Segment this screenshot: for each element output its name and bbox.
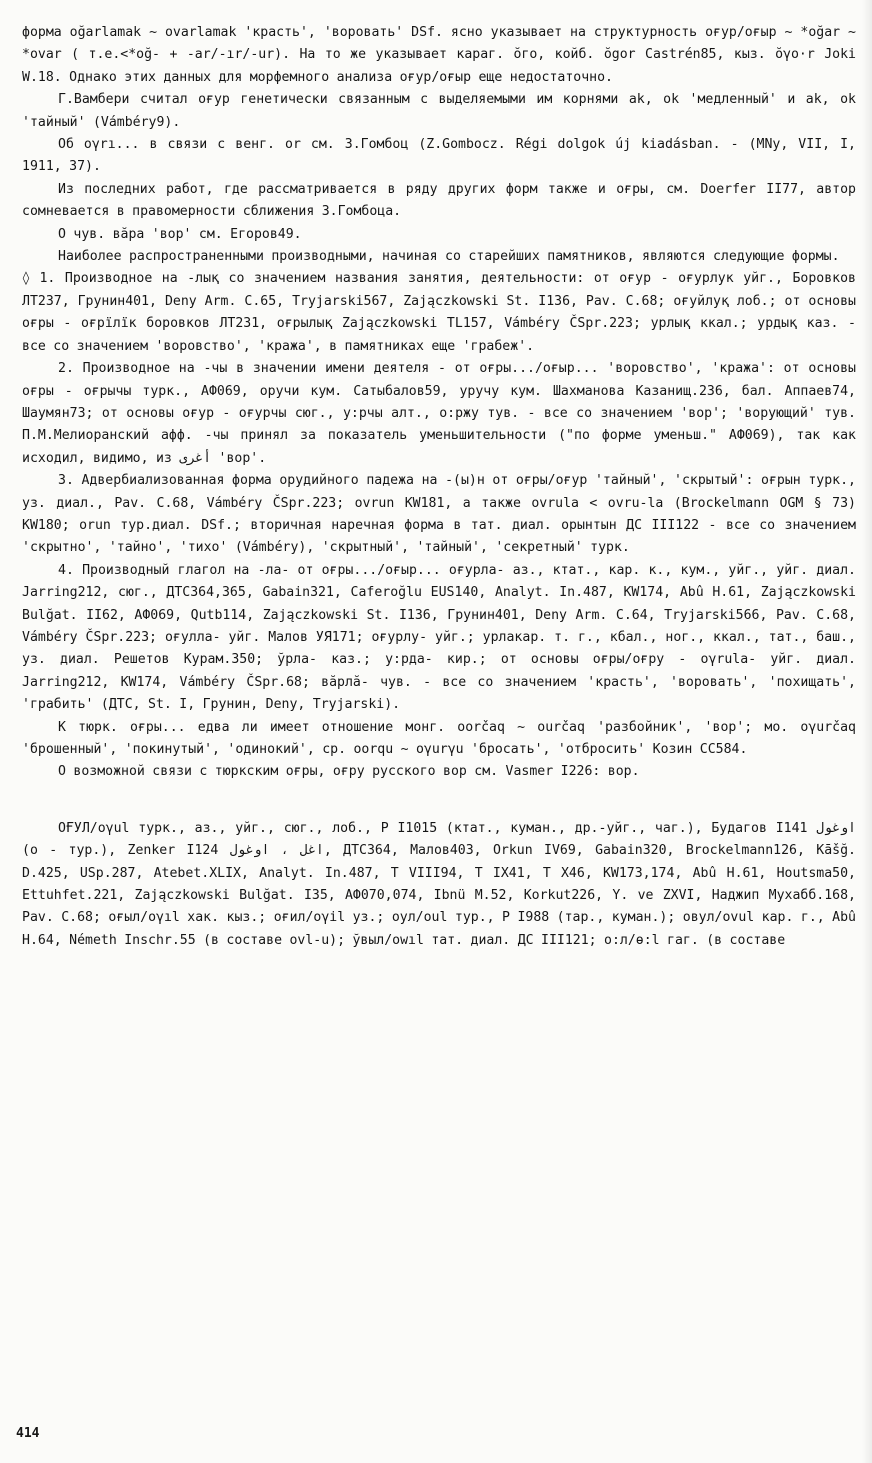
page-body <box>22 22 856 952</box>
paragraph-2: Г.Вамбери считал оғур генетически связанным с выделяемыми им корнями ak, ok 'медленный' и ak, ok 'тайный' (Vámbéry9). <box>22 92 856 130</box>
paragraph-11: К тюрк. оғры... едва ли имеет отношение монг. oorčaq ~ ourčaq 'разбойник', 'вор'; мо. oγurčaq 'брошенный', 'покинутый', 'одинокий', ср. oorqu ~ oγurγu 'бросать', 'отбросить' Козин СС584. <box>22 719 856 757</box>
dictionary-entry-ogul: ОҒУЛ/oγul турк., аз., уйг., сюг., лоб., Р I1015 (ктат., куман., др.-уйг., чаг.), Будагов I141 اوغول (о - тур.), Zenker I124 اغل ، اوغول, ДТС364, Малов403, Orkun IV69, Gabain320, Brockelmann126, Kāšğ. D.425, USp.287, Atebet.XLIX, Analyt. In.487, T VIII94, T IX41, T X46, KW173,174, Abû H.61, Houtsma50, Ettuhfet.221, Zajączkowski Bulğat. I35, АФ070,074, Ibnü M.52, Korkut226, Y. ve ZXVI, Наджип Мухабб.168, Pav. C.68; оғыл/oγıl хак. кыз.; оғил/oγil уз.; оул/oul тур., Р I988 (тар., куман.); овул/ovul кар. г., Abû H.64, Németh Inschr.55 (в составе ovl-u); ўвыл/owıl тат. диал. ДС III121; о:л/ɵ:l гаг. (в составе <box>22 820 856 948</box>
paragraph-7: ◊ 1. Производное на -лық со значением названия занятия, деятельности: от оғур - оғурлук уйг., Боровков ЛТ237, Грунин401, Deny Arm. C.65, Tryjarski567, Zajączkowski St. I136, Pav. C.68; оғуйлуқ лоб.; от основы оғры - оғрïлïк боровков ЛТ231, оғрылық Zajączkowski TL157, Vámbéry ČSpr.223; урлық ккал.; урдық каз. - все со значением 'воровство', 'кража', в памятниках еще 'грабеж'. <box>22 271 856 354</box>
paragraph-9: 3. Адвербиализованная форма орудийного падежа на -(ы)н от оғры/оғур 'тайный', 'скрытый': оғрын турк., уз. диал., Pav. C.68, Vámbéry ČSpr.223; ovrun KW181, а также ovrula < ovru-la (Brockelmann OGM § 73) KW180; orun тур.диал. DSf.; вторичная наречная форма в тат. диал. орынтын ДС III122 - все со значением 'скрытно', 'тайно', 'тихо' (Vámbéry), 'скрытный', 'тайный', 'секретный' турк. <box>22 473 856 556</box>
page-number: 414 <box>16 1426 40 1441</box>
paragraph-8: 2. Производное на -чы в значении имени деятеля - от оғры.../оғыр... 'воровство', 'кража': от основы оғры - оғрычы турк., АФ069, оручи кум. Сатыбалов59, уручу кум. Шахманова Казанищ.236, бал. Аппаев74, Шаумян73; от основы оғур - оғурчы сюг., у:рчы алт., о:ржу тув. - все со значением 'вор'; 'ворующий' тув. П.М.Мелиоранский афф. -чы принял за показатель уменьшительности ("по форме уменьш." АФ069), так как исходил, видимо, из أغرى 'вор'. <box>22 361 856 466</box>
paragraph-3: Об oγrı... в связи с венг. or см. З.Гомбоц (Z.Gombocz. Régi dolgok új kiadásban. - (MNy, VII, I, 1911, 37). <box>22 137 856 175</box>
scan-edge-shadow <box>862 0 872 1463</box>
paragraph-1: форма oğarlamak ~ ovarlamak 'красть', 'воровать' DSf. ясно указывает на структурность оғур/оғыр ~ *oğar ~ *ovar ( т.е.<*oğ- + -ar/-ır/-ur). На то же указывает караг. ŏгo, койб. ŏgor Castrén85, кыз. ŏγo·r Joki W.18. Однако этих данных для морфемного анализа оғур/оғыр еще недостаточно. <box>22 25 856 85</box>
entry-separator <box>22 784 856 818</box>
paragraph-6: Наиболее распространенными производными, начиная со старейших памятников, являются следующие формы. <box>58 249 840 265</box>
paragraph-10: 4. Производный глагол на -ла- от оғры.../оғыр... оғурла- аз., ктат., кар. к., кум., уйг., уйг. диал. Jarring212, сюг., ДТС364,365, Gabain321, Caferoğlu EUS140, Analyt. In.487, KW174, Abû H.61, Zajączkowski Bulğat. II62, АФ069, Qutb114, Zajączkowski St. I136, Грунин401, Deny Arm. C.64, Tryjarski566, Pav. C.68, Vámbéry ČSpr.223; оғулла- уйг. Малов УЯ171; оғурлу- уйг.; урлакар. т. г., кбал., ног., ккал., тат., баш., уз. диал. Решетов Курам.350; ўрла- каз.; у:рда- кир.; от основы оғры/оғру - oγrula- уйг. диал. Jarring212, KW174, Vámbéry ČSpr.68; вăрлă- чув. - все со значением 'красть', 'воровать', 'похищать', 'грабить' (ДТС, St. I, Грунин, Deny, Tryjarski). <box>22 562 856 713</box>
paragraph-12: О возможной связи с тюркским оғры, оғру русского вор см. Vasmer I226: вор. <box>58 764 640 780</box>
paragraph-5: О чув. вăра 'вор' см. Егоров49. <box>58 226 302 242</box>
paragraph-4: Из последних работ, где рассматривается в ряду других форм также и оғры, см. Doerfer II77, автор сомневается в правомерности сближения З.Гомбоца. <box>22 181 856 220</box>
